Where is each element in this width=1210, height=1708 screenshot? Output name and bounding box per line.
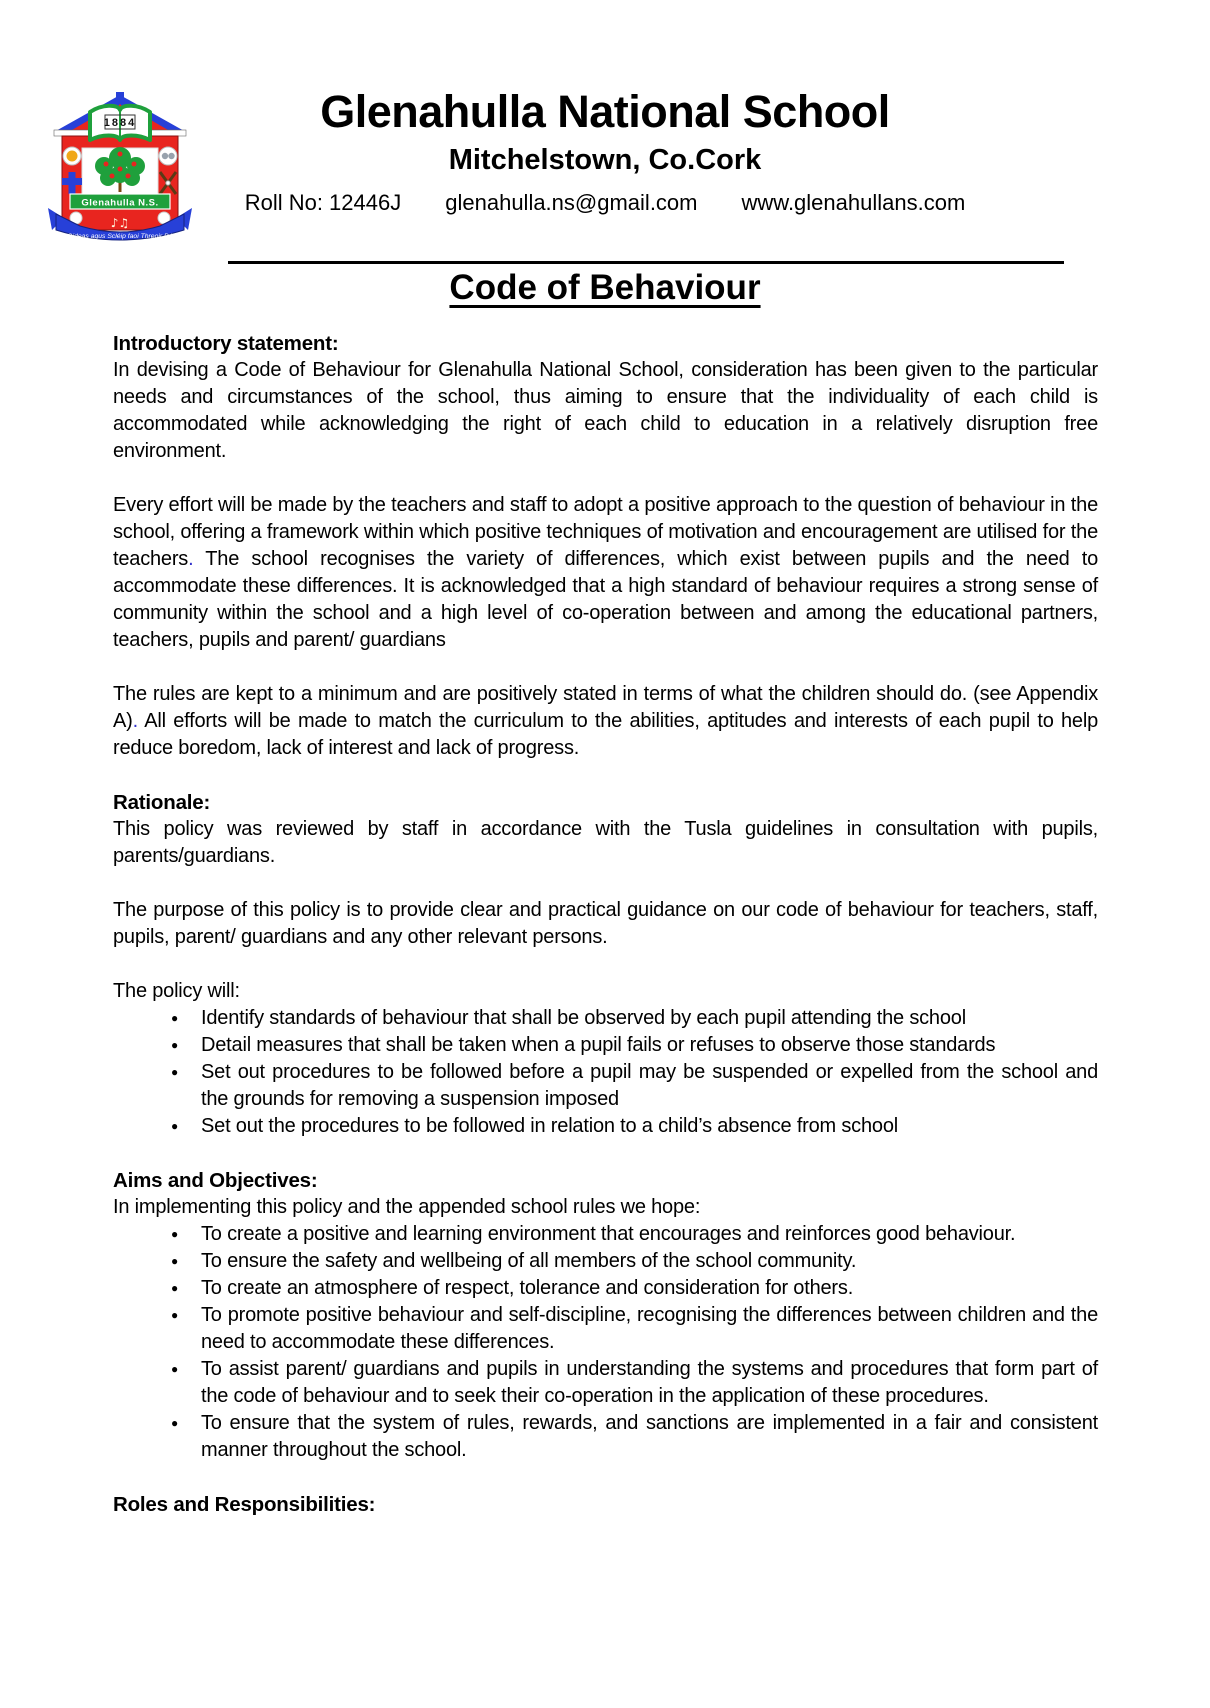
policy-bullet-item [113, 1059, 1098, 1113]
section-heading-rationale: Rationale: [113, 791, 211, 814]
intro-paragraph-3-rest: All efforts will be made to match the curriculum to the abilities, aptitudes and interests of each pupil to help reduce boredom, lack of interest and lack of progress. [113, 710, 1098, 759]
aims-bullet-text: To ensure that the system of rules, rewards, and sanctions are implemented in a fair and consistent manner throughout the school. [201, 1412, 1098, 1461]
policy-bullet-text: Set out the procedures to be followed in relation to a child’s absence from school [201, 1115, 898, 1137]
bullet-icon: ● [171, 1119, 179, 1133]
section-heading-introductory: Introductory statement: [113, 332, 339, 355]
intro-paragraph-2 [113, 492, 1098, 654]
aims-bullet-item [113, 1221, 1098, 1248]
music-notes-icon: ♪♫ [110, 216, 130, 230]
rationale-paragraph-1: This policy was reviewed by staff in accordance with the Tusla guidelines in consultation with pupils, parents/guardians. [113, 818, 1098, 867]
blue-period: . [132, 710, 138, 732]
aims-bullet-text: To assist parent/ guardians and pupils in understanding the systems and procedures that form part of the code of behaviour and to seek their co-operation in the application of these procedures. [201, 1358, 1098, 1407]
bullet-icon: ● [171, 1308, 179, 1322]
intro-paragraph-1: In devising a Code of Behaviour for Glenahulla National School, consideration has been given to the particular needs and circumstances of the school, thus aiming to ensure that the individuality of each child is accommodated while acknowledging the right of each child to education in a relatively disruption free environment. [113, 359, 1098, 462]
bullet-icon: ● [171, 1038, 179, 1052]
aims-bullet-text: To ensure the safety and wellbeing of all members of the school community. [201, 1250, 857, 1272]
policy-will-list [113, 1005, 1098, 1140]
aims-list [113, 1221, 1098, 1464]
school-email: glenahulla.ns@gmail.com [445, 190, 698, 216]
school-location: Mitchelstown, Co.Cork [448, 144, 762, 177]
bullet-icon: ● [171, 1227, 179, 1241]
bullet-icon: ● [171, 1254, 179, 1268]
crest-banner-text: Glenahulla N.S. [81, 197, 159, 209]
bullet-icon: ● [171, 1011, 179, 1025]
roll-number: Roll No: 12446J [244, 190, 402, 216]
policy-will-lead: The policy will: [113, 980, 240, 1002]
aims-bullet-item [113, 1410, 1098, 1464]
intro-paragraph-3 [113, 681, 1098, 762]
letterhead [0, 88, 1210, 216]
policy-bullet-item [113, 1005, 1098, 1032]
aims-lead: In implementing this policy and the appended school rules we hope: [113, 1196, 701, 1218]
header-divider [228, 261, 1064, 264]
aims-bullet-text: To create a positive and learning environment that encourages and reinforces good behaviour. [201, 1223, 1016, 1245]
aims-bullet-text: To promote positive behaviour and self-discipline, recognising the differences between children and the need to accommodate these differences. [201, 1304, 1098, 1353]
aims-bullet-item [113, 1248, 1098, 1275]
document-body [113, 330, 1098, 1518]
aims-bullet-text: To create an atmosphere of respect, tolerance and consideration for others. [201, 1277, 854, 1299]
founding-year: 1884 [103, 117, 137, 129]
policy-bullet-text: Detail measures that shall be taken when a pupil fails or refuses to observe those standards [201, 1034, 996, 1056]
crest-motto: Oideas agus Scléip faoi Threoir Dé [67, 233, 173, 240]
school-name: Glenahulla National School [320, 86, 890, 137]
document-title: Code of Behaviour [449, 268, 761, 307]
intro-paragraph-2-rest: The school recognises the variety of differences, which exist between pupils and the need to accommodate these differences. It is acknowledged that a high standard of behaviour requires a strong sense of community within the school and a high level of co-operation between and among the educational partners, teachers, pupils and parent/ guardians [113, 548, 1098, 651]
contact-row [0, 190, 1210, 216]
school-website: www.glenahullans.com [741, 190, 966, 216]
bullet-icon: ● [171, 1065, 179, 1079]
section-heading-roles: Roles and Responsibilities: [113, 1493, 376, 1516]
policy-bullet-item [113, 1032, 1098, 1059]
aims-bullet-item [113, 1302, 1098, 1356]
policy-bullet-item [113, 1113, 1098, 1140]
bullet-icon: ● [171, 1281, 179, 1295]
intro-paragraph-2-text: Every effort will be made by the teachers and staff to adopt a positive approach to the question of behaviour in the school, offering a framework within which positive techniques of motivation and encouragement are utilised for the teachers [113, 494, 1098, 570]
bullet-icon: ● [171, 1362, 179, 1376]
aims-bullet-item [113, 1275, 1098, 1302]
bullet-icon: ● [171, 1416, 179, 1430]
section-heading-aims: Aims and Objectives: [113, 1169, 318, 1192]
rationale-paragraph-2: The purpose of this policy is to provide clear and practical guidance on our code of behaviour for teachers, staff, pupils, parent/ guardians and any other relevant persons. [113, 899, 1098, 948]
intro-paragraph-3-text: The rules are kept to a minimum and are positively stated in terms of what the children should do. (see Appendix A) [113, 683, 1098, 732]
policy-bullet-text: Set out procedures to be followed before a pupil may be suspended or expelled from the school and the grounds for removing a suspension imposed [201, 1061, 1098, 1110]
blue-period: . [188, 548, 194, 570]
policy-bullet-text: Identify standards of behaviour that shall be observed by each pupil attending the school [201, 1007, 966, 1029]
aims-bullet-item [113, 1356, 1098, 1410]
